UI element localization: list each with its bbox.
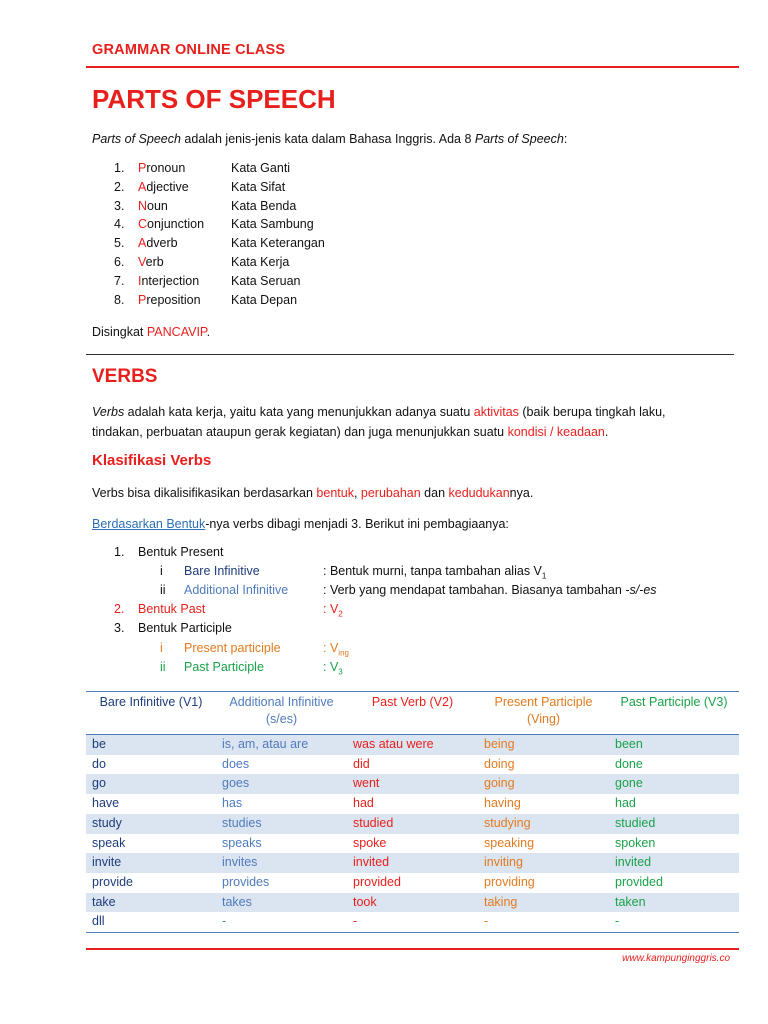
- list-additional-desc: [323, 583, 657, 597]
- list-num-3: 3.: [114, 621, 125, 635]
- table-cell: had: [615, 796, 636, 811]
- list-item-initial: N: [138, 198, 148, 213]
- bentuk-text: -nya verbs dibagi menjadi 3. Berikut ini pembagiaanya:: [205, 517, 509, 531]
- present-participle-desc-text: : V: [323, 641, 339, 655]
- section-divider: [86, 354, 734, 355]
- table-cell: did: [353, 756, 370, 771]
- table-row: [86, 755, 739, 775]
- verbs-text-end: .: [604, 425, 609, 439]
- table-cell: providing: [484, 874, 535, 889]
- table-cell: inviting: [478, 853, 609, 873]
- table-row: [86, 814, 739, 834]
- klasifikasi-paragraph: [92, 483, 732, 503]
- table-cell: study: [86, 814, 216, 834]
- table-cell: have: [92, 796, 120, 811]
- list-past-desc: [323, 602, 343, 619]
- past-participle-desc-text: : V: [323, 660, 339, 674]
- list-item-meaning: Kata Depan: [231, 292, 298, 307]
- verbs-highlight-aktivitas: aktivitas: [473, 405, 519, 419]
- table-row: [86, 774, 739, 794]
- list-num-2: 2.: [114, 602, 125, 616]
- table-cell: provided: [353, 874, 401, 889]
- list-item-number: 5.: [114, 236, 125, 251]
- past-participle-desc-sub: 3: [338, 667, 343, 677]
- list-item-word: [138, 255, 164, 269]
- list-item-meaning: Kata Ganti: [231, 161, 291, 175]
- table-cell: be: [86, 735, 216, 755]
- present-participle-desc-sub: ing: [338, 648, 349, 658]
- list-item-number: 3.: [114, 198, 125, 213]
- table-cell: -: [478, 912, 609, 932]
- table-cell: invite: [86, 853, 216, 873]
- list-item-rest: onjunction: [147, 217, 205, 232]
- list-present-participle-label: Present participle: [184, 641, 281, 655]
- table-cell: going: [478, 774, 609, 794]
- table-cell: invited: [609, 853, 739, 873]
- list-item-initial: P: [138, 161, 147, 175]
- table-row: [86, 735, 739, 755]
- verb-forms-table: [86, 691, 739, 933]
- list-item-number: 6.: [114, 255, 125, 269]
- table-cell: was atau were: [347, 735, 478, 755]
- table-cell: spoken: [615, 835, 656, 850]
- list-past-participle-label: Past Participle: [184, 660, 264, 674]
- table-row: [86, 873, 739, 893]
- list-sub-present-participle: [160, 641, 349, 658]
- klasifikasi-perubahan: perubahan: [360, 486, 421, 500]
- list-item-rest: ronoun: [146, 161, 186, 175]
- list-item-participle: [114, 621, 232, 635]
- table-cell: took: [347, 893, 478, 913]
- list-item-rest: oun: [147, 198, 168, 213]
- table-cell: spoke: [353, 835, 387, 850]
- table-cell: goes: [216, 774, 347, 794]
- list-item-word: [138, 293, 201, 307]
- table-row: [86, 912, 739, 932]
- table-cell: dll: [86, 912, 216, 932]
- intro-term-2: Parts of Speech: [474, 132, 564, 146]
- table-cell: does: [222, 756, 250, 771]
- list-item-initial: I: [138, 273, 142, 288]
- bare-desc-sub: 1: [541, 571, 547, 581]
- list-item-meaning: Kata Benda: [231, 198, 297, 213]
- header-title: GRAMMAR ONLINE CLASS: [92, 42, 286, 58]
- list-item-meaning: Kata Seruan: [231, 273, 301, 288]
- list-participle-label: Bentuk Participle: [138, 621, 232, 635]
- list-item-rest: djective: [146, 179, 189, 194]
- list-past-label: Bentuk Past: [138, 602, 206, 616]
- list-item-number: 2.: [114, 179, 125, 194]
- list-item-rest: erb: [145, 255, 164, 269]
- list-item-word: [138, 274, 199, 288]
- table-cell: taken: [609, 893, 739, 913]
- table-cell: been: [609, 735, 739, 755]
- table-cell: taking: [478, 893, 609, 913]
- table-cell: has: [222, 796, 243, 811]
- table-cell: provides: [222, 874, 270, 889]
- list-item-initial: V: [138, 255, 146, 269]
- table-cell: provide: [92, 874, 133, 889]
- additional-desc-suffix: -s/-es: [625, 583, 657, 597]
- footer-rule: [86, 948, 739, 950]
- table-body: [86, 735, 739, 933]
- list-sub-additional: [160, 583, 657, 597]
- footer-url[interactable]: www.kampunginggris.co: [622, 953, 730, 964]
- table-row: [86, 853, 739, 873]
- table-cell: speaks: [222, 835, 262, 850]
- table-cell: invited: [347, 853, 478, 873]
- header-past-verb: Past Verb (V2): [347, 692, 478, 735]
- table-cell: having: [484, 796, 521, 811]
- table-cell: -: [347, 912, 478, 932]
- page-title: PARTS OF SPEECH: [92, 84, 336, 114]
- list-additional-label: Additional Infinitive: [184, 583, 289, 597]
- list-item-initial: A: [138, 236, 147, 251]
- klasifikasi-end: nya.: [509, 486, 534, 500]
- header-present-participle: Present Participle (Ving): [478, 692, 609, 735]
- table-cell: -: [609, 912, 739, 932]
- list-bare-label: Bare Infinitive: [184, 564, 260, 578]
- list-present-participle-desc: [323, 641, 349, 658]
- list-roman-i: i: [160, 564, 163, 578]
- list-sub-bare: [160, 564, 547, 581]
- list-bare-desc: [323, 564, 546, 581]
- list-item-word: [138, 217, 204, 231]
- table-cell: studied: [609, 814, 739, 834]
- list-past-participle-desc: [323, 660, 343, 677]
- list-roman-ii-2: ii: [160, 660, 166, 674]
- table-cell: do: [92, 756, 106, 771]
- table-cell: gone: [609, 774, 739, 794]
- abbrev-line: [92, 322, 732, 342]
- header-additional-infinitive: Additional Infinitive (s/es): [216, 692, 347, 735]
- list-num-1: 1.: [114, 545, 125, 559]
- list-item-number: 7.: [114, 273, 125, 288]
- table-cell: done: [615, 756, 643, 771]
- table-cell: invites: [216, 853, 347, 873]
- verbs-highlight-kondisi: kondisi / keadaan: [507, 425, 605, 439]
- klasifikasi-comma: ,: [353, 486, 361, 500]
- list-item-initial: P: [138, 292, 147, 307]
- list-item-meaning: Kata Sambung: [231, 217, 314, 232]
- list-present-label: Bentuk Present: [138, 545, 224, 559]
- table-row: [86, 893, 739, 913]
- list-item-past: [114, 602, 343, 619]
- klasifikasi-kedudukan: kedudukan: [448, 486, 510, 500]
- table-header-row: [86, 692, 739, 735]
- header-past-participle: Past Participle (V3): [609, 692, 739, 735]
- table-row: [86, 794, 739, 814]
- klasifikasi-and: dan: [420, 486, 449, 500]
- table-cell: speak: [92, 835, 126, 850]
- list-roman-i-2: i: [160, 641, 163, 655]
- bentuk-paragraph: [92, 514, 732, 534]
- list-item-word: [138, 199, 168, 213]
- intro-paragraph: [92, 129, 732, 149]
- table-cell: provided: [615, 874, 663, 889]
- list-item-rest: reposition: [146, 292, 201, 307]
- header-rule: [86, 66, 739, 68]
- table-cell: go: [86, 774, 216, 794]
- table-row: [86, 834, 739, 854]
- list-item-rest: dverb: [146, 236, 178, 251]
- verbs-text-1: adalah kata kerja, yaitu kata yang menunjukkan adanya suatu: [124, 405, 474, 419]
- bare-desc-text: : Bentuk murni, tanpa tambahan alias V: [323, 564, 542, 578]
- verbs-text-2: (baik berupa tingkah laku,: [518, 405, 666, 419]
- past-desc-text: : V: [323, 602, 339, 616]
- list-item-rest: nterjection: [141, 273, 200, 288]
- list-item-initial: C: [138, 217, 148, 232]
- list-item-number: 1.: [114, 161, 125, 175]
- list-item-word: [138, 180, 189, 194]
- list-item-meaning: Kata Sifat: [231, 179, 286, 194]
- additional-desc-text: : Verb yang mendapat tambahan. Biasanya tambahan: [323, 583, 626, 597]
- table-cell: went: [347, 774, 478, 794]
- table-cell: take: [86, 893, 216, 913]
- verbs-term: Verbs: [92, 405, 125, 419]
- klasifikasi-bentuk: bentuk: [316, 486, 354, 500]
- intro-text: adalah jenis-jenis kata dalam Bahasa Inggris. Ada 8: [180, 132, 475, 146]
- intro-end: :: [563, 132, 568, 146]
- past-desc-sub: 2: [338, 609, 343, 619]
- intro-term: Parts of Speech: [92, 132, 181, 146]
- verbs-paragraph: [92, 402, 732, 442]
- verbs-text-3: tindakan, perbuatan ataupun gerak kegiatan) dan juga menunjukkan suatu: [92, 425, 508, 439]
- list-roman-ii: ii: [160, 583, 166, 597]
- verbs-title: VERBS: [92, 366, 158, 387]
- list-item-word: [138, 161, 185, 175]
- table-cell: is, am, atau are: [216, 735, 347, 755]
- table-cell: studying: [478, 814, 609, 834]
- list-item-meaning: Kata Keterangan: [231, 236, 325, 251]
- table-cell: takes: [216, 893, 347, 913]
- bentuk-link[interactable]: Berdasarkan Bentuk: [92, 517, 206, 531]
- list-item-initial: A: [138, 179, 147, 194]
- list-sub-past-participle: [160, 660, 343, 677]
- table-cell: had: [353, 796, 374, 811]
- list-item-number: 8.: [114, 292, 125, 307]
- abbrev-word: PANCAVIP: [146, 325, 207, 339]
- klasifikasi-title: Klasifikasi Verbs: [92, 452, 212, 469]
- list-item-word: [138, 236, 178, 250]
- table-cell: studied: [347, 814, 478, 834]
- table-cell: doing: [484, 756, 515, 771]
- table-cell: studies: [216, 814, 347, 834]
- table-cell: speaking: [484, 835, 535, 850]
- header-bare-infinitive: Bare Infinitive (V1): [86, 692, 216, 735]
- list-item-meaning: Kata Kerja: [231, 255, 290, 269]
- klasifikasi-text-1: Verbs bisa dikalisifikasikan berdasarkan: [92, 486, 317, 500]
- abbrev-end: .: [206, 325, 211, 339]
- table-cell: being: [478, 735, 609, 755]
- list-item-number: 4.: [114, 217, 125, 232]
- table-cell: -: [216, 912, 347, 932]
- abbrev-label: Disingkat: [92, 325, 147, 339]
- list-item-present: [114, 545, 224, 559]
